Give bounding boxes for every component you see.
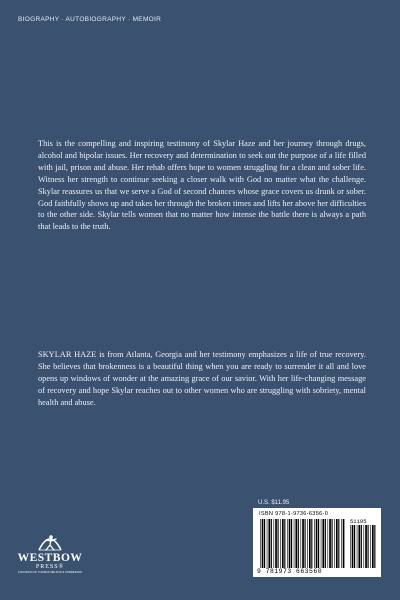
- barcode-bar: [329, 519, 331, 568]
- barcode-bar: [370, 525, 371, 568]
- barcode-bar: [278, 519, 279, 568]
- barcode-bar: [365, 525, 367, 568]
- price-label: U.S. $11.95: [258, 500, 290, 506]
- barcode-bar: [271, 519, 272, 568]
- barcode-bar: [282, 519, 284, 568]
- isbn-text: ISBN 978-1-9736-6356-0: [259, 511, 329, 517]
- barcode-bar: [264, 519, 265, 568]
- barcode-bar: [343, 519, 345, 568]
- barcode-bar: [305, 519, 306, 568]
- barcode-bar: [302, 519, 304, 568]
- barcode-bar: [307, 519, 308, 568]
- barcode-bar: [268, 519, 270, 568]
- publisher-division: A DIVISION OF THOMAS NELSON & ZONDERVAN: [17, 571, 83, 574]
- barcode-bar: [361, 525, 362, 568]
- barcode-bar: [368, 525, 369, 568]
- barcode-bar: [341, 519, 342, 568]
- publisher-name: WESTBOW: [17, 552, 83, 564]
- barcode-bar: [338, 519, 339, 568]
- barcode-bar: [260, 519, 261, 568]
- archer-icon: [35, 530, 65, 552]
- barcode-bar: [316, 519, 318, 568]
- barcode: [253, 508, 381, 577]
- barcode-bar: [372, 525, 374, 568]
- category-label: BIOGRAPHY · AUTOBIOGRAPHY · MEMOIR: [18, 16, 162, 23]
- barcode-bar: [262, 519, 264, 568]
- barcode-bar: [332, 519, 333, 568]
- barcode-bar: [301, 519, 302, 568]
- barcode-bar: [289, 519, 291, 568]
- author-bio: SKYLAR HAZE is from Atlanta, Georgia and her testimony emphasizes a life of true recovery. She believes that brokenness is a beautiful thing when you are ready to surrender it all and love opens up windows of wonder at the amazing grace of our savior. With her life-changing message of recovery and hope Skylar reaches out to other women who are struggling with sobriety, mental health and abuse.: [38, 350, 366, 407]
- barcode-bar: [325, 519, 326, 568]
- barcode-bar: [321, 519, 322, 568]
- barcode-bar: [336, 519, 338, 568]
- barcode-bar: [287, 519, 288, 568]
- barcode-bar: [298, 519, 299, 568]
- barcode-bar: [280, 519, 281, 568]
- barcode-bar: [352, 525, 354, 568]
- barcode-bar: [374, 525, 375, 568]
- barcode-bar: [275, 519, 277, 568]
- barcode-bar: [334, 519, 335, 568]
- barcode-bar: [295, 519, 297, 568]
- barcode-bar: [350, 525, 351, 568]
- barcode-bar: [309, 519, 311, 568]
- barcode-bar: [364, 525, 365, 568]
- barcode-bar: [358, 525, 360, 568]
- barcode-bar: [274, 519, 275, 568]
- publisher-press: PRESS®: [35, 564, 65, 570]
- publisher-logo: [14, 530, 86, 574]
- book-description: This is the compelling and inspiring testimony of Skylar Haze and her journey through drugs, alcohol and bipolar issues. Her recovery and determination to seek out the purpose of a life filled with jail, prison and abuse. Her rehab offers hope to women struggling for a clean and sober life. Witness her strength to continue seeking a closer walk with God no matter what the challenge. Skylar reassures us that we serve a God of second chances whose grace covers us drunk or sober. God faithfully shows up and takes her through the broken times and lifts her above her difficulties to the other side. Skylar tells women that no matter how intense the battle there is always a path that leads to the truth.: [38, 139, 366, 232]
- barcode-bar: [314, 519, 315, 568]
- barcode-bar: [267, 519, 268, 568]
- barcode-bar: [322, 519, 324, 568]
- barcode-bar: [291, 519, 292, 568]
- barcode-bar: [284, 519, 285, 568]
- barcode-bar: [328, 519, 329, 568]
- barcode-bar: [357, 525, 358, 568]
- barcode-bar: [318, 519, 319, 568]
- barcode-bar: [294, 519, 295, 568]
- ean-digits: 9 781973 663560: [257, 568, 323, 575]
- price-code: 51195: [350, 518, 367, 525]
- barcode-bar: [354, 525, 355, 568]
- barcode-bar: [311, 519, 312, 568]
